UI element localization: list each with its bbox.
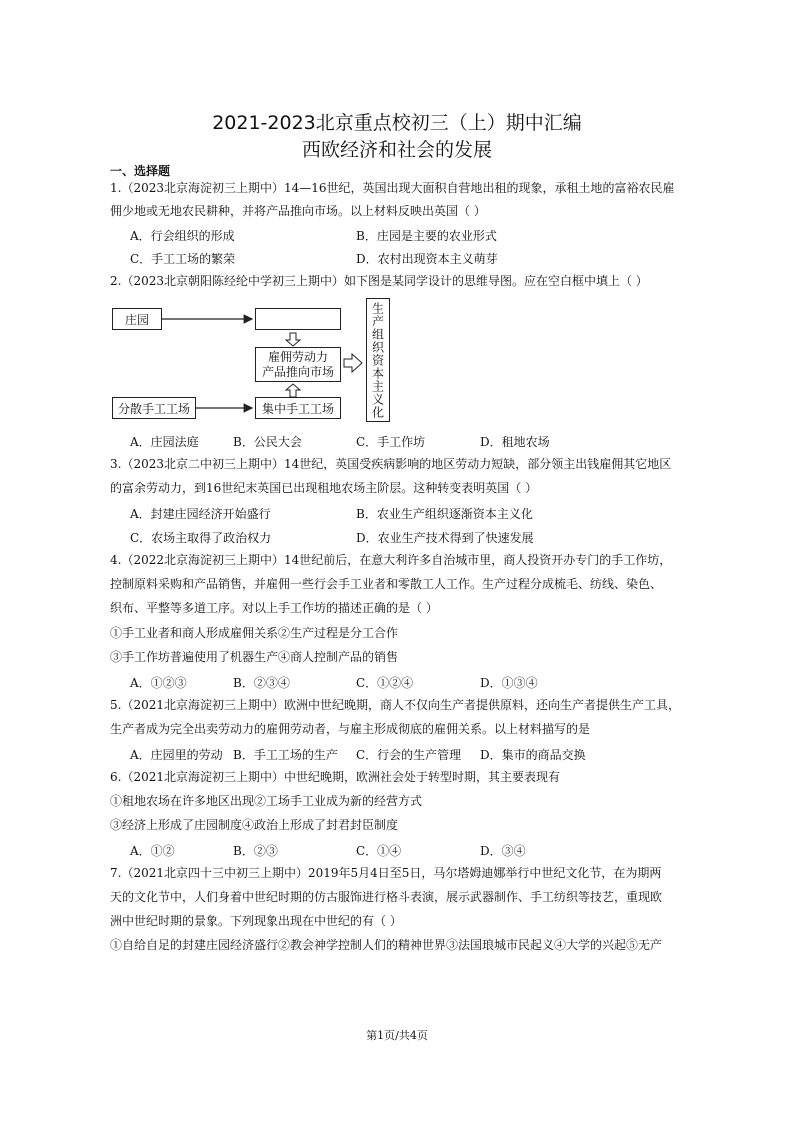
- question-4-line-3: 织布、平整等多道工序。对以上手工作坊的描述正确的是（ ）: [110, 601, 438, 615]
- hollow-arrow-right: [344, 354, 362, 372]
- question-6-line-3: ③经济上形成了庄园制度④政治上形成了封君封臣制度: [110, 818, 399, 832]
- q5-option-c: C．行会的生产管理: [356, 748, 462, 762]
- q6-option-a: A．①②: [130, 844, 175, 858]
- q2-option-c: C．手工作坊: [356, 435, 426, 449]
- page-title: 2021-2023北京重点校初三（上）期中汇编: [212, 112, 582, 134]
- box-hired-labor: 雇佣劳动力 产品推向市场: [255, 347, 341, 382]
- q4-option-b: B．②③④: [233, 676, 290, 690]
- page-footer: 第1页/共4页: [366, 1029, 428, 1042]
- q6-option-c: C．①④: [356, 844, 402, 858]
- q1-option-d: D．农村出现资本主义萌芽: [356, 252, 498, 266]
- box-scattered-workshop: 分散手工工场: [112, 397, 196, 419]
- question-3-line-2: 的富余劳动力，到16世纪末英国已出现租地农场主阶层。这种转变表明英国（ ）: [110, 481, 538, 495]
- box-manor: 庄园: [112, 308, 162, 330]
- q3-option-a: A．封建庄园经济开始盛行: [130, 507, 271, 521]
- question-4-line-2: 控制原料采购和产品销售，并雇佣一些行会手工业者和零散工人工作。生产过程分成梳毛、纺线、染色、: [110, 577, 663, 591]
- q5-option-d: D．集市的商品交换: [480, 748, 586, 762]
- question-6-line-2: ①租地农场在许多地区出现②工场手工业成为新的经营方式: [110, 794, 423, 808]
- q1-option-a: A．行会组织的形成: [130, 229, 235, 243]
- q1-option-c: C．手工工场的繁荣: [130, 252, 236, 266]
- box-blank: [255, 308, 341, 330]
- question-7-line-2: 天的文化节中，人们身着中世纪时期的仿古服饰进行格斗表演，展示武器制作、手工纺织等技艺，重现欧: [110, 890, 663, 904]
- q3-option-c: C．农场主取得了政治权力: [130, 531, 272, 545]
- question-1-line-1: 1.（2023北京海淀初三上期中）14—16世纪，英国出现大面积自营地出租的现象，承租土地的富裕农民雇: [110, 181, 675, 195]
- question-7-line-3: 洲中世纪时期的景象。下列现象出现在中世纪的有（ ）: [110, 914, 402, 928]
- question-5-line-1: 5.（2021北京海淀初三上期中）欧洲中世纪晚期，商人不仅向生产者提供原料，还向生产者提供生产工具，: [110, 698, 680, 712]
- q2-option-b: B．公民大会: [233, 435, 302, 449]
- q1-option-b: B．庄园是主要的农业形式: [356, 229, 497, 243]
- mind-map-diagram: [110, 298, 410, 428]
- section-heading: 一、选择题: [110, 164, 171, 178]
- question-3-line-1: 3.（2023北京二中初三上期中）14世纪，英国受疾病影响的地区劳动力短缺，部分领主出钱雇佣其它地区: [110, 457, 672, 471]
- q3-option-d: D．农业生产技术得到了快速发展: [356, 531, 534, 545]
- question-5-line-2: 生产者成为完全出卖劳动力的雇佣劳动者，与雇主形成彻底的雇佣关系。以上材料描写的是: [110, 722, 591, 736]
- q4-option-a: A．①②③: [130, 676, 187, 690]
- box-capitalist-production: 生产组织资本主义化: [366, 298, 390, 422]
- question-4-line-5: ③手工作坊普遍使用了机器生产④商人控制产品的销售: [110, 650, 399, 664]
- q3-option-b: B．农业生产组织逐渐资本主义化: [356, 507, 533, 521]
- q4-option-d: D．①③④: [480, 676, 538, 690]
- q6-option-b: B．②③: [233, 844, 278, 858]
- q2-option-a: A．庄园法庭: [130, 435, 199, 449]
- question-2-line-1: 2.（2023北京朝阳陈经纶中学初三上期中）如下图是某同学设计的思维导图。应在空白框中填上（ ）: [110, 274, 648, 288]
- hollow-arrow-down: [286, 333, 300, 346]
- hollow-arrow-up: [286, 384, 300, 397]
- q6-option-d: D．③④: [480, 844, 526, 858]
- question-7-line-1: 7.（2021北京四十三中初三上期中）2019年5月4日至5日，马尔塔姆迪娜举行中世纪文化节，在为期两: [110, 866, 662, 880]
- page-subtitle: 西欧经济和社会的发展: [301, 139, 492, 161]
- question-6-line-1: 6.（2021北京海淀初三上期中）中世纪晚期，欧洲社会处于转型时期，其主要表现有: [110, 770, 560, 784]
- q5-option-b: B．手工工场的生产: [233, 748, 338, 762]
- q5-option-a: A．庄园里的劳动: [130, 748, 223, 762]
- question-4-line-1: 4.（2022北京海淀初三上期中）14世纪前后，在意大利许多自治城市里，商人投资开办专门的手工作坊，: [110, 553, 672, 567]
- question-1-line-2: 佣少地或无地农民耕种，并将产品推向市场。以上材料反映出英国（ ）: [110, 204, 486, 218]
- box-centralized-workshop: 集中手工工场: [255, 397, 341, 419]
- question-4-line-4: ①手工业者和商人形成雇佣关系②生产过程是分工合作: [110, 626, 399, 640]
- question-7-line-4: ①自给自足的封建庄园经济盛行②教会神学控制人们的精神世界③法国琅城市民起义④大学的兴起⑤无产: [110, 938, 663, 952]
- q2-option-d: D．租地农场: [480, 435, 550, 449]
- q4-option-c: C．①②④: [356, 676, 414, 690]
